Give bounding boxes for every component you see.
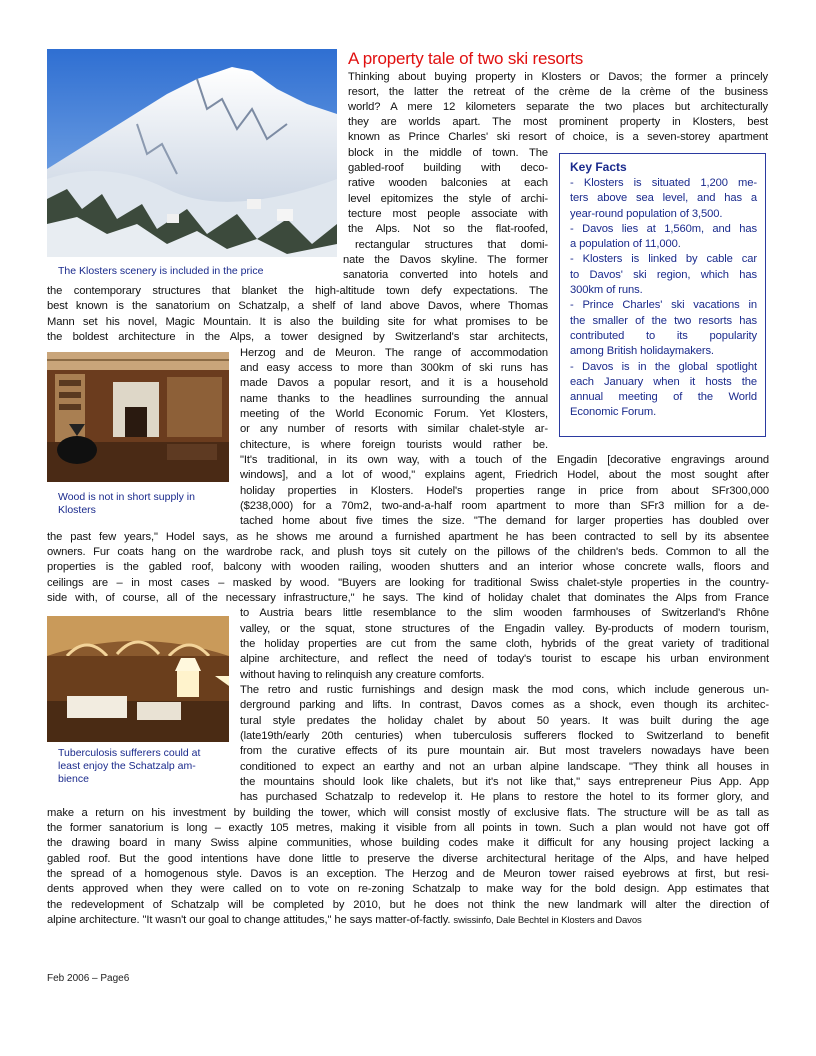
body-line: resort, the latter the retreat of the crème de la crème of the business — [348, 86, 768, 98]
body-line: world? A mere 12 kilometers separate the two places but architecturally — [348, 101, 768, 113]
body-line: Herzog and de Meuron. The range of accommodation — [240, 347, 548, 359]
body-line: the Alps. Not so the flat-roofed, — [348, 223, 548, 235]
body-line: (late19th/early 20th centuries) when tuberculosis sufferers flocked to Switzerland to benefit — [240, 730, 769, 742]
body-line: level epitomizes the style of archi- — [348, 193, 548, 205]
key-fact-line: ters above sea level, and has a — [570, 192, 757, 205]
key-fact-line: - Prince Charles' ski vacations in — [570, 299, 757, 312]
schatzalp-photo-caption: Tuberculosis sufferers could at least enjoy the Schatzalp am-bience — [58, 747, 201, 785]
body-line: rative wooden balconies at each — [348, 177, 548, 189]
body-line: made Davos a popular resort, and it is a household — [240, 377, 548, 389]
body-line: the redevelopment of Schatzalp will be completed by 2010, but he does not think the new landmark will alter the direction of — [47, 899, 769, 911]
body-line: sanatoria converted into hotels and — [343, 269, 548, 281]
body-line: the boldest architecture in the Alps, a tower designed by Switzerland's star architects, — [47, 331, 548, 343]
body-line: ($238,000) for a 70m2, two-and-a-half room apartment to more than SFr3 million for a de- — [240, 500, 769, 512]
key-fact-line: contributed to its popularity — [570, 329, 757, 342]
key-fact-line: 300km of runs. — [570, 284, 643, 297]
page-footer: Feb 2006 – Page6 — [47, 973, 130, 984]
body-line: the spread of a homogenous style. Davos is an exception. The Herzog and de Meuron tower raised eyebrows at first, but resi- — [47, 868, 769, 880]
body-line: to Austria bears little resemblance to the slim wooden farmhouses of Switzerland's Rhône — [240, 607, 769, 619]
body-line: and easy access to more than 300km of ski runs has — [240, 362, 548, 374]
body-line: the former sanatorium is long – exactly 105 metres, making it visible from all points in town. Such a plan would not have got off — [47, 822, 769, 834]
schatzalp-lobby-photo — [47, 616, 229, 742]
body-line: Thinking about buying property in Klosters or Davos; the former a princely — [348, 71, 768, 83]
body-line: block in the middle of town. The — [348, 147, 548, 159]
key-fact-line: year-round population of 3,500. — [570, 207, 723, 220]
body-line: conditioned to expect an earthy and not an urban alpine landscape. "They think all houses in — [240, 761, 769, 773]
key-fact-line: - Klosters is situated 1,200 me- — [570, 177, 757, 189]
body-line: from the curative effects of its pure mountain air. But most travelers nowadays have been — [240, 745, 769, 757]
body-line: alpine architecture, and reflect the need of today's tourist to escape his urban environment — [240, 653, 769, 665]
body-line: has purchased Schatzalp to redevelop it. He plans to restore the hotel to its former glory, and — [240, 791, 769, 803]
body-line: holiday properties in Klosters. Hodel's properties range in price from about SFr300,000 — [240, 485, 769, 497]
body-line: "It's traditional, in its own way, with a touch of the Engadin [decorative engravings around — [240, 454, 769, 466]
key-fact-line: - Davos is in the global spotlight — [570, 360, 757, 373]
body-line: properties is the gabled roof, balcony with wooden railing, wooden shutters and an interior whose concrete walls, floors and — [47, 561, 769, 573]
body-line: tural style predates the holiday chalet by about 50 years. It was built during the age — [240, 715, 769, 727]
wood-interior-photo — [47, 352, 229, 482]
klosters-mountain-photo — [47, 49, 337, 257]
body-line-final — [47, 913, 769, 928]
body-line: or any number of resorts with similar chalet-style ar- — [240, 423, 548, 435]
body-line: valley, or the squat, stone structures of the Engadin valley. By-products of modern tourism, — [240, 623, 769, 635]
body-line: tecture most people associate with — [348, 208, 548, 220]
body-line: gabled roof. But the good intentions have done little to preserve the diverse architectural heritage of the Alps, and have helped — [47, 853, 769, 865]
wood-photo-caption: Wood is not in short supply in Klosters — [58, 491, 195, 516]
body-line: dents approved when they were called on to vote on re-zoning Schatzalp to make way for the bold design. App estimates that — [47, 883, 769, 895]
body-line: side with, of course, all of the necessary infrastructure," he says. The kind of holiday chalet that dominates the Alps from France — [47, 592, 769, 604]
body-line: chitecture, is where foreign tourists would rather be. — [240, 439, 548, 451]
body-line: best known is the sanatorium on Schatzalp, a shelf of land above Davos, where Thomas — [47, 300, 548, 312]
body-line: name thanks to the headlines surrounding the annual — [240, 393, 548, 405]
body-line: windows], and a lot of wood," explains agent, Friedrich Hodel, about the most sought after — [240, 469, 769, 481]
key-fact-line: Economic Forum. — [570, 406, 657, 419]
body-line: The retro and rustic furnishings and design mask the mod cons, which include generous un- — [240, 684, 769, 696]
key-fact-line: - Klosters is linked by cable car — [570, 253, 757, 266]
body-line: the drawing board in many Swiss alpine communities, whose building codes make it difficult for any housing project lacking a — [47, 837, 769, 849]
key-fact-line: - Davos lies at 1,560m, and has — [570, 222, 757, 235]
body-line: derground parking and lifts. In contrast, Davos comes as a shock, even though its architec- — [240, 699, 769, 711]
body-line-text: alpine architecture. "It wasn't our goal to change attitudes," he says matter-of-factly. — [47, 914, 451, 926]
body-line: the past few years," Hodel says, as he shows me around a furnished apartment he has been contracted to sell by its absentee — [47, 531, 769, 543]
body-line: owners. Fur coats hang on the wardrobe rack, and plush toys sit cutely on the pillows of the children's beds. Common to all the — [47, 546, 769, 558]
key-fact-line: a population of 11,000. — [570, 238, 681, 251]
key-fact-line: the smaller of the two resorts has — [570, 314, 757, 327]
body-line: they are worlds apart. The most prominent property in Klosters, best — [348, 116, 768, 128]
body-line: the holiday properties are cut from the same cloth, hybrids of the great variety of traditional — [240, 638, 769, 650]
body-line: meeting of the World Economic Forum. Yet Klosters, — [240, 408, 548, 420]
body-line: ceilings are – in most cases – masked by wood. "Buyers are looking for traditional Swiss chalet-style properties in the country- — [47, 577, 769, 589]
body-line: the contemporary structures that blanket the high-altitude town defy expectations. The — [47, 285, 548, 297]
body-line: tached home about five times the size. "The demand for larger properties has doubled over — [240, 515, 769, 527]
key-facts-box — [559, 153, 766, 437]
body-line: the mountains should look like chalets, but it's not like that," says entrepreneur Pius App. App — [240, 776, 769, 788]
body-line: gabled-roof building with deco- — [348, 162, 548, 174]
article-signature: swissinfo, Dale Bechtel in Klosters and Davos — [453, 915, 642, 926]
article-title: A property tale of two ski resorts — [348, 49, 584, 68]
key-facts-title: Key Facts — [570, 160, 627, 174]
body-line: without having to relinquish any creature comforts. — [240, 669, 485, 681]
body-line: make a return on his investment by building the tower, which will consist mostly of exclusive flats. The structure will be as tall as — [47, 807, 769, 819]
body-line: nate the Davos skyline. The former — [343, 254, 548, 266]
klosters-photo-caption: The Klosters scenery is included in the price — [58, 265, 264, 277]
body-line: Mann set his novel, Magic Mountain. It is also the building site for what promises to be — [47, 316, 548, 328]
body-line: rectangular structures that domi- — [355, 239, 548, 251]
key-fact-line: annual meeting of the World — [570, 391, 757, 404]
key-fact-line: among British holidaymakers. — [570, 345, 714, 358]
key-fact-line: to Davos' ski region, which has — [570, 268, 757, 281]
body-line: known as Prince Charles' ski resort of choice, is a seven-storey apartment — [348, 131, 768, 143]
key-fact-line: each January when it hosts the — [570, 375, 757, 388]
